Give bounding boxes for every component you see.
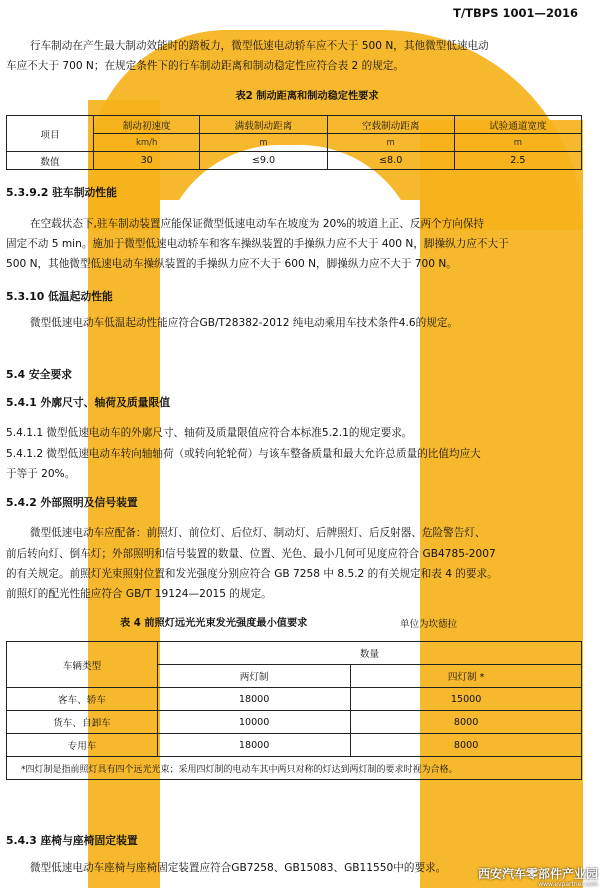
- table4-footnote: *四灯制是指前照灯具有四个远光光束；采用四灯制的电动车其中两只对称的灯达到两灯制的要求时视为合格。: [7, 757, 582, 780]
- table4-r1-type: 客车、轿车: [7, 688, 158, 711]
- table4-col-type: 车辆类型: [7, 642, 158, 688]
- table-row: [7, 734, 582, 757]
- table4-r3-v1: 18000: [158, 734, 351, 757]
- table4-r1-v1: 18000: [158, 688, 351, 711]
- table4-r2-v2: 8000: [351, 711, 582, 734]
- s5310-line1: 微型低速电动车低温起动性能应符合GB/T28382-2012 纯电动乘用车技术条件4.6的规定。: [30, 317, 459, 329]
- s5392-line3: 500 N，其他微型低速电动车操纵装置的手操纵力应不大于 600 N，脚操纵力应不大于 700 N。: [6, 258, 457, 270]
- source-url: www.evpartner.com: [538, 881, 598, 888]
- heading-54: 5.4 安全要求: [6, 368, 73, 381]
- table4-r3-type: 专用车: [7, 734, 158, 757]
- s542-line3: 的有关规定。前照灯光束照射位置和发光强度分别应符合 GB 7258 中 8.5.2 的有关规定和表 4 的要求。: [6, 568, 498, 580]
- table4-col-qty: 数量: [158, 642, 582, 665]
- s541-p2-line2: 于等于 20%。: [6, 468, 76, 480]
- standard-number: T/TBPS 1001—2016: [453, 6, 578, 20]
- table2-unit-speed: km/h: [94, 134, 200, 152]
- table4-caption: 表 4 前照灯远光光束发光强度最小值要求: [120, 618, 308, 629]
- table2-unit-empty: m: [327, 134, 454, 152]
- table2-row-label: 数值: [7, 152, 94, 170]
- table4: [6, 641, 582, 780]
- source-badge: 西安汽车零部件产业园: [477, 867, 598, 881]
- table4-sub-four: 四灯制 *: [351, 665, 582, 688]
- s541-p2-line1: 5.4.1.2 微型低速电动车转向轴轴荷（或转向轮轮荷）与该车整备质量和最大允许总质量的比值均应大: [6, 448, 481, 460]
- table4-r2-type: 货车、自卸车: [7, 711, 158, 734]
- para1-line1: 行车制动在产生最大制动效能时的踏板力，微型低速电动轿车应不大于 500 N，其他微型低速电动: [30, 40, 489, 52]
- s543-line1: 微型低速电动车座椅与座椅固定装置应符合GB7258、GB15083、GB11550中的要求。: [30, 862, 447, 874]
- table2-value-empty: ≤8.0: [327, 152, 454, 170]
- table4-r2-v1: 10000: [158, 711, 351, 734]
- table2-unit-full: m: [200, 134, 327, 152]
- heading-5310: 5.3.10 低温起动性能: [6, 290, 113, 303]
- s541-p1: 5.4.1.1 微型低速电动车的外廓尺寸、轴荷及质量限值应符合本标准5.2.1的规定要求。: [6, 427, 413, 439]
- heading-543: 5.4.3 座椅与座椅固定装置: [6, 834, 138, 847]
- table4-sub-two: 两灯制: [158, 665, 351, 688]
- table2-header-empty: 空载制动距离: [327, 116, 454, 134]
- heading-541: 5.4.1 外廓尺寸、轴荷及质量限值: [6, 396, 171, 409]
- table2: [6, 115, 582, 170]
- table2-col-item: 项目: [7, 116, 94, 152]
- heading-542: 5.4.2 外部照明及信号装置: [6, 496, 138, 509]
- s542-line4: 前照灯的配光性能应符合 GB/T 19124—2015 的规定。: [6, 588, 272, 600]
- table4-r3-v2: 8000: [351, 734, 582, 757]
- s542-line2: 前后转向灯、倒车灯；外部照明和信号装置的数量、位置、光色、最小几何可见度应符合 GB4785-2007: [6, 548, 496, 560]
- table4-unit-note: 单位为坎德拉: [400, 619, 458, 630]
- s5392-line1: 在空载状态下,驻车制动装置应能保证微型低速电动车在坡度为 20%的坡道上正、反两个方向保持: [30, 218, 485, 230]
- table2-value-full: ≤9.0: [200, 152, 327, 170]
- heading-5392: 5.3.9.2 驻车制动性能: [6, 186, 117, 199]
- table2-unit-width: m: [454, 134, 581, 152]
- s5392-line2: 固定不动 5 min。施加于微型低速电动轿车和客车操纵装置的手操纵力应不大于 400 N，脚操纵力应不大于: [6, 238, 509, 250]
- table-row: [7, 688, 582, 711]
- table2-header-full: 满载制动距离: [200, 116, 327, 134]
- table2-header-speed: 制动初速度: [94, 116, 200, 134]
- table-row: [7, 711, 582, 734]
- table2-header-width: 试验通道宽度: [454, 116, 581, 134]
- table2-value-speed: 30: [94, 152, 200, 170]
- table4-r1-v2: 15000: [351, 688, 582, 711]
- table2-value-width: 2.5: [454, 152, 581, 170]
- table2-caption: 表2 制动距离和制动稳定性要求: [235, 91, 379, 102]
- s542-line1: 微型低速电动车应配备：前照灯、前位灯、后位灯、制动灯、后牌照灯、后反射器、危险警告灯、: [30, 527, 486, 539]
- para1-line2: 车应不大于 700 N；在规定条件下的行车制动距离和制动稳定性应符合表 2 的规定。: [6, 60, 404, 72]
